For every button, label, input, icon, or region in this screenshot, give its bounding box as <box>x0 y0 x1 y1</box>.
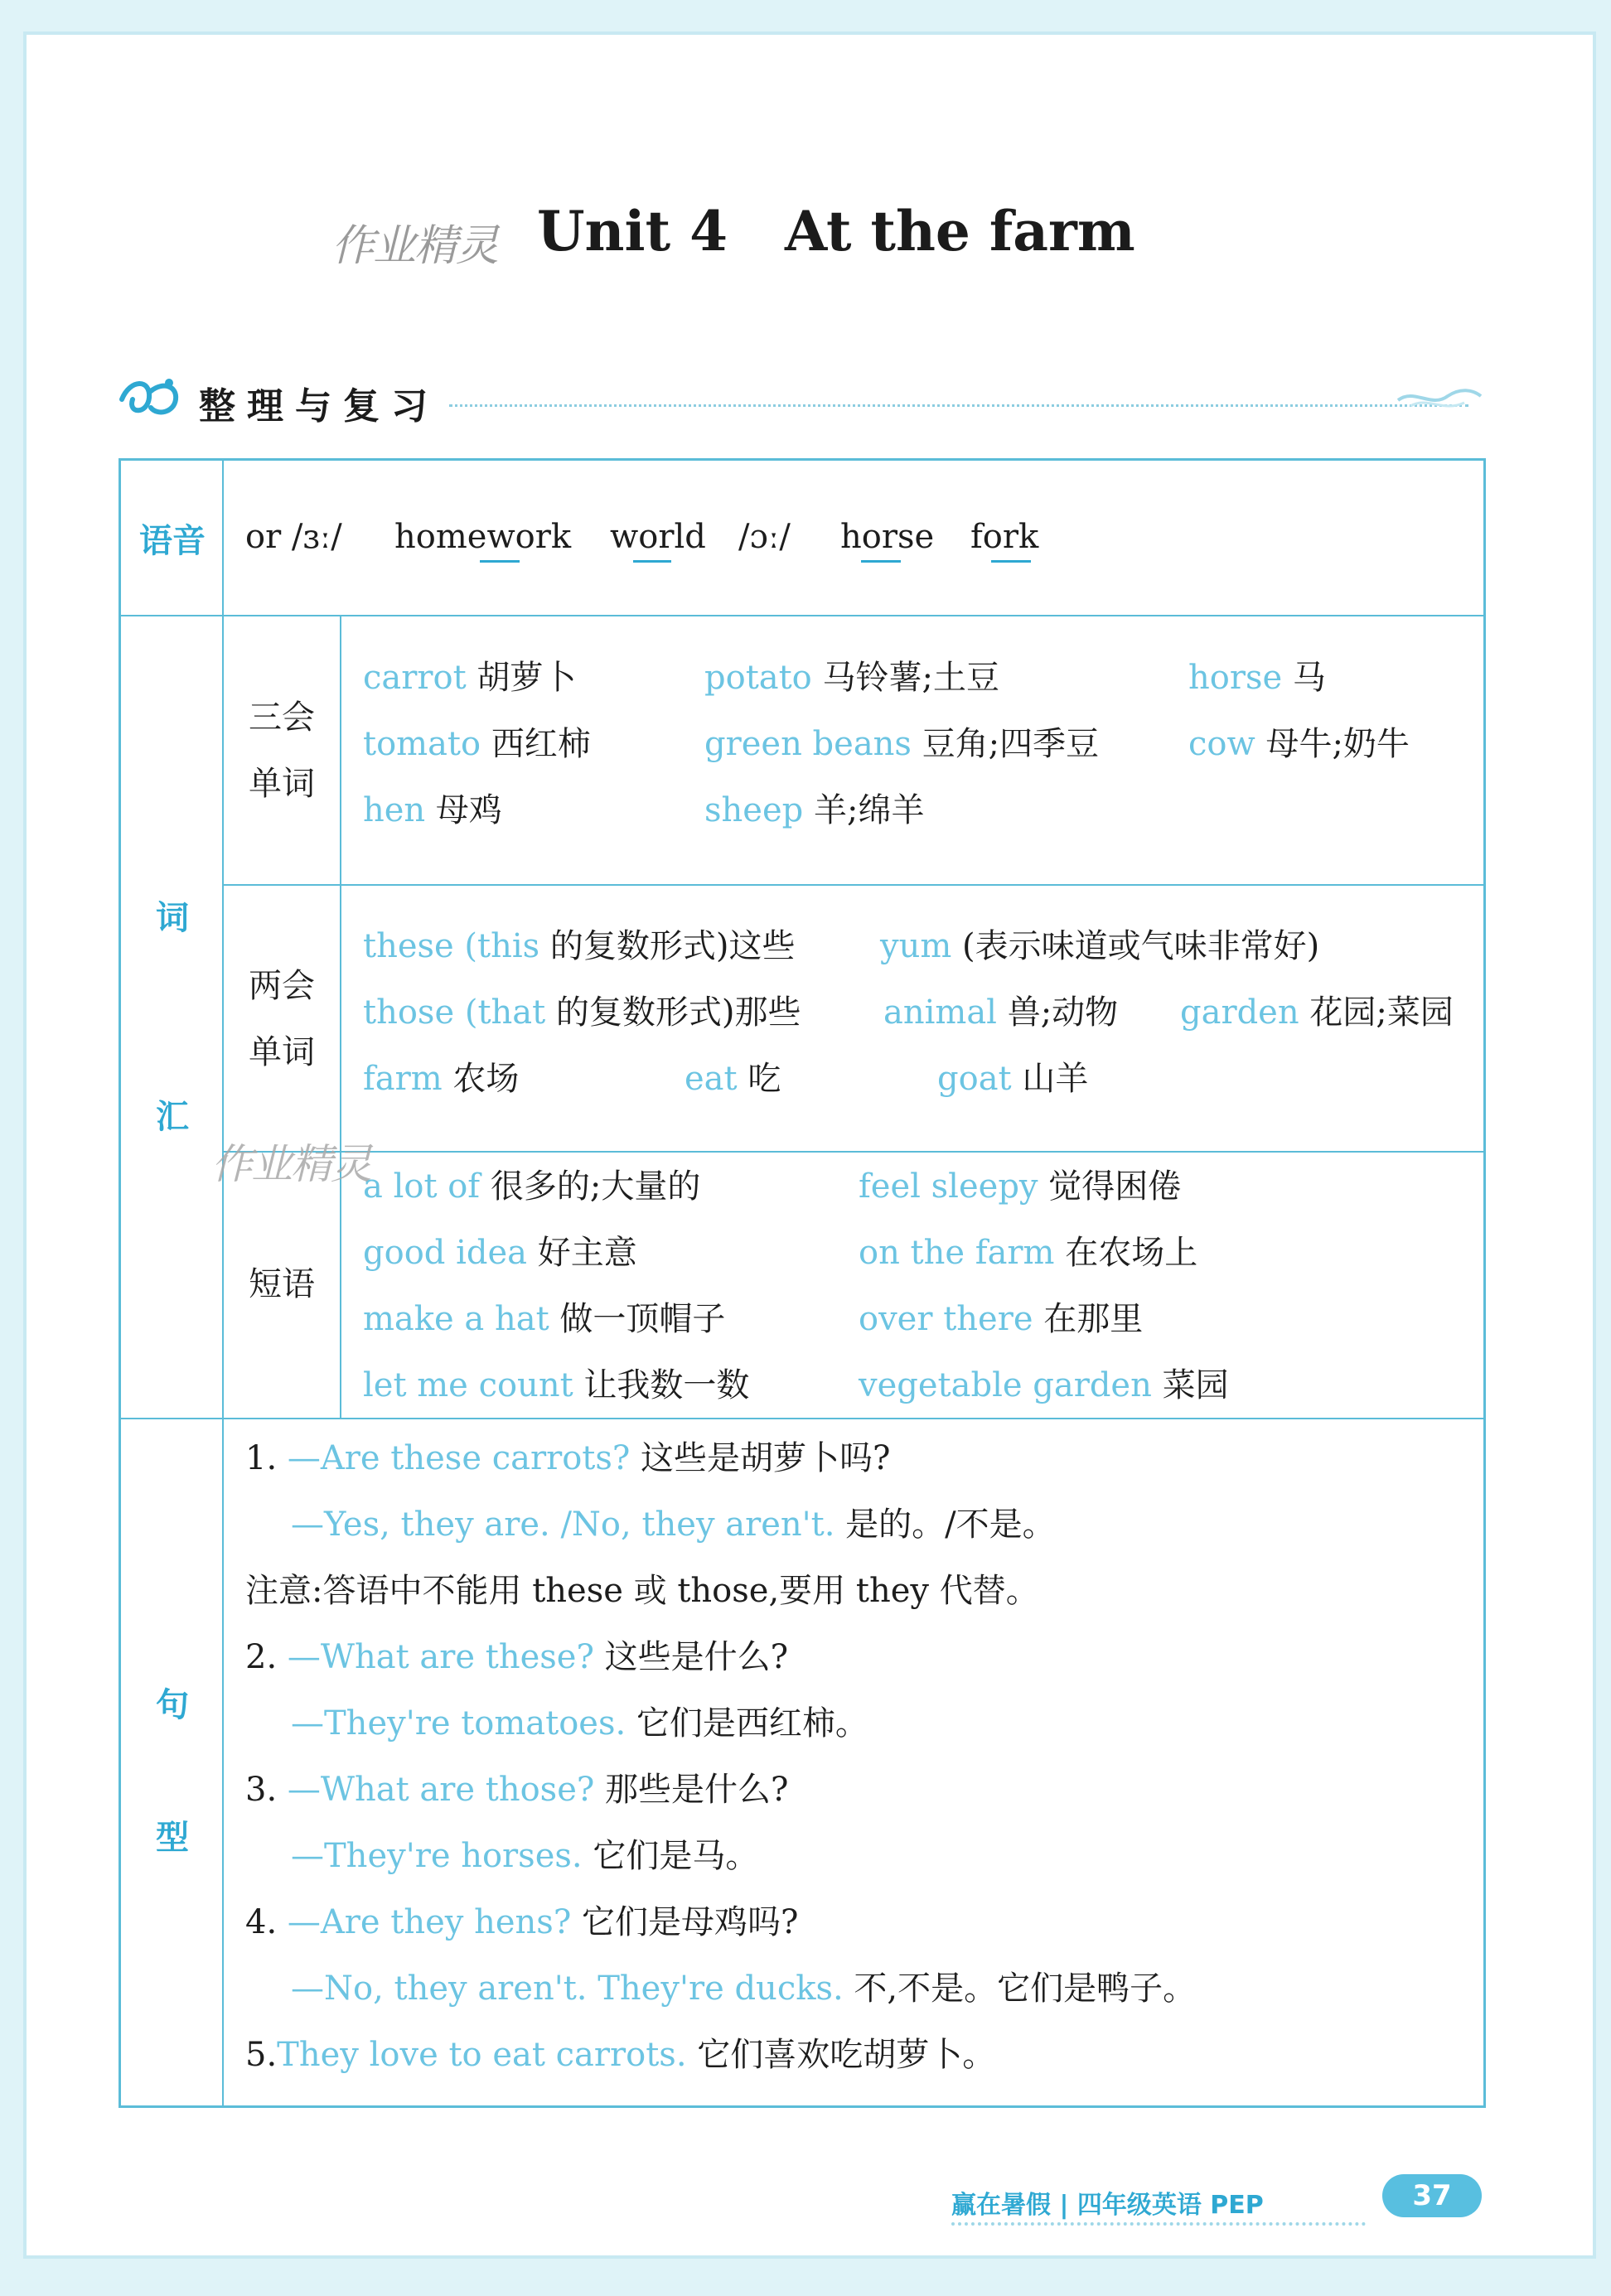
vocab-item: goat 山羊 <box>937 1060 1089 1098</box>
phrase-item: let me count 让我数一数 <box>363 1366 750 1404</box>
page-number: 37 <box>1382 2174 1482 2217</box>
vocab-item: garden 花园;菜园 <box>1180 993 1454 1032</box>
phrase-item: over there 在那里 <box>859 1300 1144 1338</box>
vocab-item: horse 马 <box>1188 659 1326 697</box>
vocab-item: tomato 西红柿 <box>363 725 591 763</box>
phonics-underline <box>991 560 1031 563</box>
watermark: 作业精灵 <box>211 1140 370 1188</box>
category-sentence-1: 句 <box>156 1686 189 1724</box>
phonics-underline <box>633 560 671 563</box>
phonics-word: world <box>610 518 706 556</box>
footer-divider <box>951 2222 1366 2226</box>
unit-name: At the farm <box>784 199 1135 263</box>
vocab-item: animal 兽;动物 <box>883 993 1119 1032</box>
sentence-line: 4. —Are they hens? 它们是母鸡吗? <box>245 1903 799 1941</box>
watermark: 作业精灵 <box>331 221 498 271</box>
unit-title <box>537 199 1135 263</box>
sentence-line: —Yes, they are. /No, they aren't. 是的。/不是。 <box>291 1506 1056 1544</box>
sentence-line: —They're horses. 它们是马。 <box>291 1837 759 1875</box>
sentence-line: 1. —Are these carrots? 这些是胡萝卜吗? <box>245 1439 891 1477</box>
vocab-item: eat 吃 <box>685 1060 781 1098</box>
two-skill-label: 两会 单词 <box>249 967 315 1071</box>
column-divider <box>340 615 341 1418</box>
sentence-line: —No, they aren't. They're ducks. 不,不是。它们是鸭子。 <box>291 1970 1197 2008</box>
row-divider <box>121 615 1483 616</box>
phrase-item: make a hat 做一顶帽子 <box>363 1300 726 1338</box>
sentence-line: 5.They love to eat carrots. 它们喜欢吃胡萝卜。 <box>245 2036 996 2074</box>
vocab-item: sheep 羊;绵羊 <box>704 791 925 829</box>
vocab-item: hen 母鸡 <box>363 791 502 829</box>
vocab-item: potato 马铃薯;土豆 <box>704 659 999 697</box>
vocab-item: these (this 的复数形式)这些 <box>363 927 796 965</box>
category-sentence-2: 型 <box>156 1819 189 1857</box>
phonics-word: fork <box>970 518 1039 556</box>
phrase-item: vegetable garden 菜园 <box>859 1366 1229 1404</box>
phonics-underline <box>861 560 901 563</box>
phonics-word: homework <box>394 518 572 556</box>
row-divider <box>121 1418 1483 1419</box>
unit-number: Unit 4 <box>537 199 728 263</box>
vocab-item: yum (表示味道或气味非常好) <box>880 927 1320 965</box>
vocab-item: green beans 豆角;四季豆 <box>704 725 1100 763</box>
vocab-item: carrot 胡萝卜 <box>363 659 577 697</box>
wave-icon <box>1394 371 1485 413</box>
phonics-underline <box>480 560 520 563</box>
phonics-or: or /ɜː/ <box>245 518 342 556</box>
footer-text: 赢在暑假 | 四年级英语 PEP <box>951 2191 1264 2220</box>
phonics-symbol: /ɔː/ <box>738 518 791 556</box>
category-vocab-2: 汇 <box>156 1098 189 1136</box>
swirl-icon <box>118 375 184 424</box>
sentence-note: 注意:答语中不能用 these 或 those,要用 they 代替。 <box>245 1572 1039 1610</box>
phrase-label: 短语 <box>249 1265 315 1303</box>
phrase-item: good idea 好主意 <box>363 1234 637 1272</box>
phrase-item: a lot of 很多的;大量的 <box>363 1167 701 1206</box>
section-divider <box>449 404 1468 407</box>
page-footer <box>951 2168 1498 2234</box>
category-vocab-1: 词 <box>156 899 189 937</box>
category-phonics: 语音 <box>139 522 206 560</box>
phrase-item: on the farm 在农场上 <box>859 1234 1198 1272</box>
row-divider <box>224 1151 1483 1153</box>
review-table <box>119 458 1486 2108</box>
vocab-item: cow 母牛;奶牛 <box>1188 725 1410 763</box>
sentence-line: 2. —What are these? 这些是什么? <box>245 1638 789 1676</box>
three-skill-label: 三会 单词 <box>249 698 315 803</box>
sentence-line: —They're tomatoes. 它们是西红柿。 <box>291 1704 868 1743</box>
page-title <box>331 199 1160 298</box>
vocab-item: farm 农场 <box>363 1060 520 1098</box>
phrase-item: feel sleepy 觉得困倦 <box>859 1167 1182 1206</box>
phonics-word: horse <box>840 518 935 556</box>
section-header <box>118 371 1485 429</box>
section-title: 整理与复习 <box>199 385 439 428</box>
row-divider <box>224 884 1483 886</box>
sentence-line: 3. —What are those? 那些是什么? <box>245 1771 789 1809</box>
vocab-item: those (that 的复数形式)那些 <box>363 993 801 1032</box>
